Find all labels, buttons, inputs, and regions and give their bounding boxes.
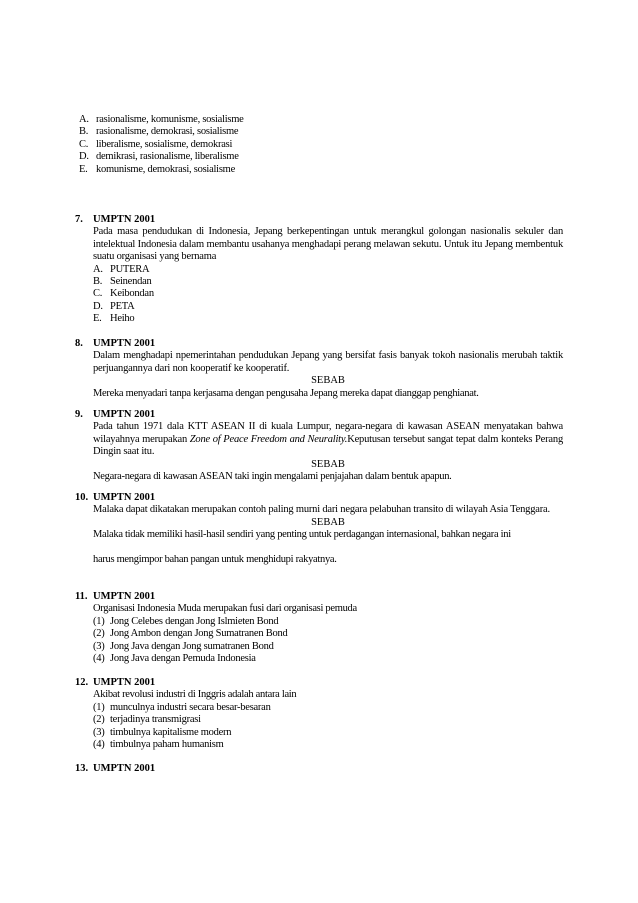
question-text: Malaka dapat dikatakan merupakan contoh paling murni dari negara pelabuhan transito di wilayah Asia Tenggara.: [93, 504, 550, 516]
reason-text: Mereka menyadari tanpa kerjasama dengan pengusaha Jepang mereka dapat dianggap penghianat.: [93, 387, 479, 399]
list-item: (1) munculnya industri secara besar-besaran: [93, 701, 271, 713]
sebab-label: SEBAB: [311, 458, 345, 470]
question-text: Akibat revolusi industri di Inggris adalah antara lain: [93, 689, 297, 701]
option-b: B. rasionalisme, demokrasi, sosialisme: [79, 126, 239, 138]
question-header: 10. UMPTN 2001: [75, 492, 156, 503]
option-e: E. Heiho: [93, 313, 135, 325]
option-b: B. Seinendan: [93, 276, 152, 288]
question-header: 9. UMPTN 2001: [75, 409, 156, 420]
question-header: 7. UMPTN 2001: [75, 214, 156, 225]
previous-question-options: [79, 114, 379, 176]
sebab-label: SEBAB: [311, 375, 345, 387]
list-item: (1) Jong Celebes dengan Jong Islmieten Bond: [93, 615, 279, 627]
option-d: D. demikrasi, rasionalisme, liberalisme: [79, 151, 239, 163]
reason-text: Malaka tidak memiliki hasil-hasil sendiri yang penting untuk perdagangan internasional, bahkan negara ini: [93, 529, 511, 541]
question-12: [75, 677, 563, 751]
question-13: [75, 763, 563, 775]
option-d: D. PETA: [93, 300, 135, 312]
question-header: 8. UMPTN 2001: [75, 338, 156, 349]
list-item: (3) timbulnya kapitalisme modern: [93, 726, 232, 738]
list-item: (3) Jong Java dengan Jong sumatranen Bond: [93, 640, 274, 652]
list-item: (4) timbulnya paham humanism: [93, 739, 224, 751]
question-text: Pada masa pendudukan di Indonesia, Jepang berkepentingan untuk merangkul golongan nasionalis sekuler dan intelektual Indonesia dalam membantu usahanya menghadapi perang melawan sekutu. Untuk itu Jepang membentuk suatu organisasi yang bernama: [93, 226, 563, 263]
list-item: (2) terjadinya transmigrasi: [93, 714, 201, 726]
question-text: Pada tahun 1971 dala KTT ASEAN II di kuala Lumpur, negara-negara di kawasan ASEAN menyatakan bahwa wilayahnya merupakan Zone of Peace Freedom and Neurality.Keputusan tersebut sangat tepat dalm konteks Perang Dingin saat itu.: [93, 421, 563, 458]
option-c: C. Keibondan: [93, 288, 154, 300]
question-header: 11. UMPTN 2001: [75, 591, 156, 602]
list-item: (4) Jong Java dengan Pemuda Indonesia: [93, 653, 256, 665]
list-item: (2) Jong Ambon dengan Jong Sumatranen Bond: [93, 628, 288, 640]
question-7: [75, 214, 563, 326]
question-10: [75, 492, 563, 566]
option-e: E. komunisme, demokrasi, sosialisme: [79, 163, 235, 175]
question-8: [75, 338, 563, 400]
sebab-label: SEBAB: [311, 516, 345, 528]
question-text: Dalam menghadapi npemerintahan pendudukan Jepang yang bersifat fasis banyak tokoh nasionalis merubah taktik perjuangannya dari non kooperatif ke kooperatif.: [93, 350, 563, 374]
question-text: Organisasi Indonesia Muda merupakan fusi dari organisasi pemuda: [93, 603, 357, 615]
question-11: [75, 591, 563, 665]
reason-text-continued: harus mengimpor bahan pangan untuk menghidupi rakyatnya.: [93, 553, 337, 565]
question-header: 13. UMPTN 2001: [75, 763, 156, 774]
option-a: A. PUTERA: [93, 263, 150, 275]
option-a: A. rasionalisme, komunisme, sosialisme: [79, 114, 244, 125]
question-header: 12. UMPTN 2001: [75, 677, 156, 688]
option-c: C. liberalisme, sosialisme, demokrasi: [79, 138, 233, 150]
reason-text: Negara-negara di kawasan ASEAN taki ingin mengalami penjajahan dalam bentuk apapun.: [93, 471, 452, 483]
question-9: [75, 409, 563, 483]
